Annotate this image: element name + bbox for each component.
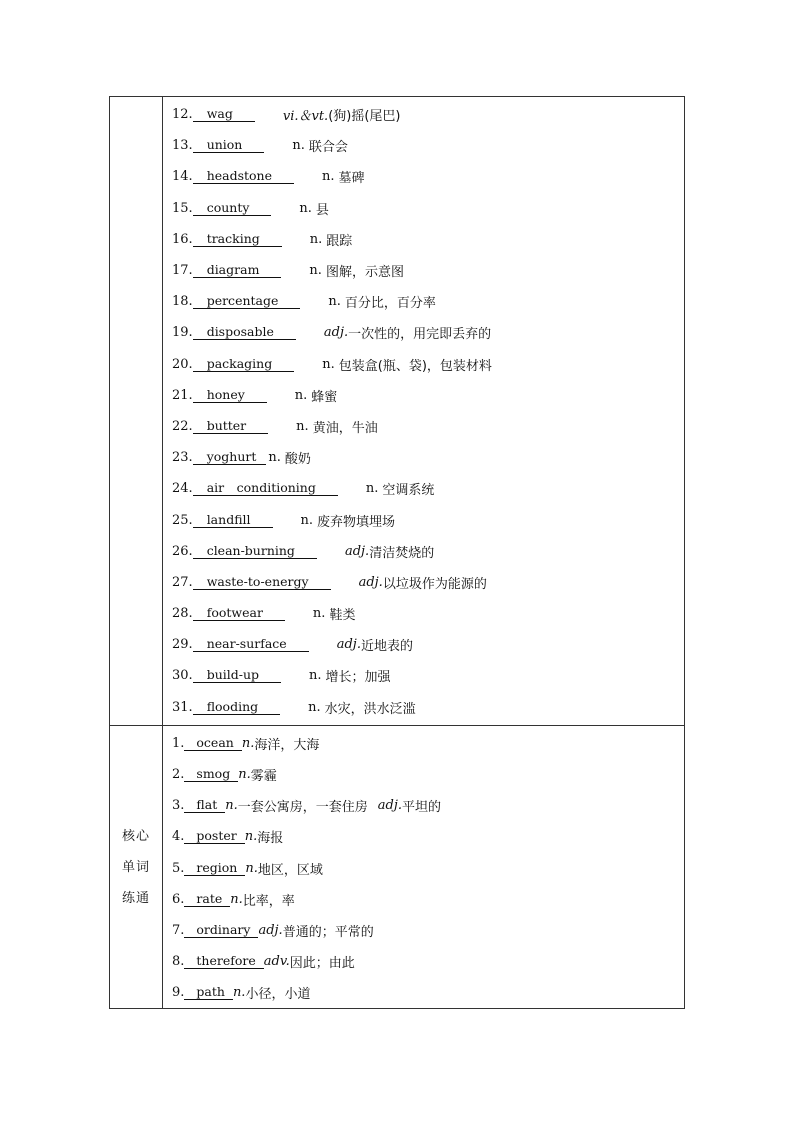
entry-meaning: 百分比，百分率 bbox=[344, 296, 436, 312]
entry-part-of-speech: n. bbox=[309, 263, 322, 279]
vocab-entry bbox=[172, 946, 684, 977]
entry-number: 7. bbox=[172, 922, 185, 938]
entry-answer-word: region bbox=[184, 861, 245, 876]
entry-answer-word: honey bbox=[193, 388, 267, 403]
entry-part-of-speech: n. bbox=[230, 891, 243, 907]
vocab-entry bbox=[172, 598, 684, 629]
table-row-section-2 bbox=[110, 725, 685, 1009]
side-label-text: 练通 bbox=[121, 890, 150, 906]
entry-answer-word: therefore bbox=[184, 954, 263, 969]
entry-meaning: 增长；加强 bbox=[325, 670, 391, 686]
vocab-entry bbox=[172, 790, 684, 821]
entry-answer-word: percentage bbox=[193, 294, 301, 309]
entry-number: 22. bbox=[172, 418, 193, 434]
section-1-entries-cell bbox=[163, 97, 685, 726]
entry-number: 1. bbox=[172, 735, 185, 751]
entry-part-of-speech: n. bbox=[309, 668, 322, 684]
section-1-entry-list bbox=[163, 97, 684, 725]
entry-meaning: 蜂蜜 bbox=[311, 389, 338, 405]
entry-part-of-speech: adj. bbox=[344, 543, 370, 559]
entry-answer-word: air conditioning bbox=[193, 481, 338, 496]
entry-part-of-speech: n. bbox=[300, 512, 314, 528]
entry-number: 15. bbox=[172, 200, 193, 216]
vocab-entry bbox=[172, 161, 684, 192]
entry-answer-word: tracking bbox=[193, 232, 282, 247]
entry-answer-word: waste-to-energy bbox=[193, 575, 331, 590]
entry-number: 26. bbox=[172, 543, 193, 559]
entry-part-of-speech: n. bbox=[268, 450, 281, 466]
entry-answer-word: flat bbox=[184, 798, 225, 813]
entry-number: 8. bbox=[172, 954, 185, 970]
vocab-entry bbox=[172, 884, 684, 915]
entry-meaning: 图解，示意图 bbox=[325, 265, 404, 281]
entry-part-of-speech: vi.＆vt. bbox=[282, 109, 329, 125]
entry-answer-word: path bbox=[184, 985, 233, 1000]
entry-part-of-speech: n. bbox=[225, 798, 238, 814]
vocab-entry bbox=[172, 853, 684, 884]
vocab-entry bbox=[172, 821, 684, 852]
entry-part-of-speech: n. bbox=[322, 169, 335, 185]
entry-part-of-speech: adv. bbox=[263, 954, 290, 970]
entry-meaning: 联合会 bbox=[308, 140, 348, 156]
entry-meaning: 跟踪 bbox=[326, 233, 353, 249]
section-1-side-cell bbox=[110, 97, 163, 726]
entry-part-of-speech: adj. bbox=[258, 922, 283, 938]
section-2-label bbox=[110, 821, 162, 914]
entry-part-of-speech: n. bbox=[232, 985, 246, 1001]
entry-meaning: 酸奶 bbox=[284, 452, 311, 468]
entry-meaning: 比率，率 bbox=[242, 893, 295, 909]
entry-part-of-speech: n. bbox=[238, 767, 251, 783]
vocab-entry bbox=[172, 317, 684, 348]
entry-part-of-speech: n. bbox=[322, 356, 335, 372]
entry-part-of-speech: n. bbox=[312, 606, 326, 622]
entry-meaning: 县 bbox=[315, 202, 329, 218]
entry-number: 16. bbox=[172, 231, 193, 247]
vocab-entry bbox=[172, 99, 684, 130]
vocab-entry bbox=[172, 473, 684, 504]
entry-answer-word: build-up bbox=[193, 668, 281, 683]
entry-meaning: 小径，小道 bbox=[245, 987, 311, 1003]
entry-meaning: 地区，区域 bbox=[257, 862, 323, 878]
entry-answer-word: ocean bbox=[184, 736, 241, 751]
entry-meaning: 空调系统 bbox=[382, 483, 435, 499]
entry-number: 6. bbox=[172, 891, 185, 907]
entry-meaning: 普通的；平常的 bbox=[282, 924, 374, 940]
entry-part-of-speech: n. bbox=[328, 294, 341, 310]
vocab-entry bbox=[172, 692, 684, 723]
entry-answer-word: butter bbox=[193, 419, 268, 434]
side-label-text: 核心 bbox=[121, 828, 150, 844]
entry-part-of-speech: n. bbox=[245, 860, 258, 876]
entry-meaning: 以垃圾作为能源的 bbox=[382, 576, 487, 592]
entry-part-of-speech: n. bbox=[296, 418, 309, 434]
vocab-entry bbox=[172, 411, 684, 442]
entry-number: 5. bbox=[172, 860, 185, 876]
vocab-entry bbox=[172, 915, 684, 946]
entry-meaning: 黄油，牛油 bbox=[312, 420, 378, 436]
entry-number: 9. bbox=[172, 985, 185, 1001]
side-label-text: 单词 bbox=[121, 859, 150, 875]
entry-answer-word: flooding bbox=[193, 700, 280, 715]
entry-meaning: 废弃物填埋场 bbox=[317, 514, 396, 530]
entry-answer-word: wag bbox=[193, 107, 255, 122]
entry-number: 12. bbox=[172, 107, 193, 123]
entry-number: 19. bbox=[172, 325, 193, 341]
entry-meaning: (狗)摇(尾巴) bbox=[328, 109, 401, 125]
entry-part-of-speech: n. bbox=[294, 387, 308, 403]
entry-answer-word: footwear bbox=[193, 606, 285, 621]
entry-meaning: 水灾，洪水泛滥 bbox=[324, 701, 416, 717]
entry-answer-word: clean-burning bbox=[193, 544, 317, 559]
entry-meaning: 一次性的，用完即丢弃的 bbox=[348, 327, 492, 343]
entry-number: 24. bbox=[172, 481, 193, 497]
entry-meaning: 清洁焚烧的 bbox=[369, 545, 435, 561]
vocab-entry bbox=[172, 349, 684, 380]
vocab-entry bbox=[172, 255, 684, 286]
entry-number: 21. bbox=[172, 387, 193, 403]
entry-answer-word: diagram bbox=[193, 263, 282, 278]
entry-number: 2. bbox=[172, 767, 185, 783]
vocab-entry bbox=[172, 380, 684, 411]
entry-meaning: 一套公寓房，一套住房 bbox=[237, 800, 368, 816]
entry-number: 25. bbox=[172, 512, 193, 528]
entry-meaning: 因此；由此 bbox=[289, 956, 355, 972]
vocab-entry bbox=[172, 759, 684, 790]
entry-meaning: 鞋类 bbox=[329, 608, 356, 624]
entry-answer-word: smog bbox=[184, 767, 238, 782]
entry-answer-word: union bbox=[193, 138, 265, 153]
entry-answer-word: landfill bbox=[193, 513, 273, 528]
entry-answer-word: rate bbox=[184, 892, 230, 907]
entry-number: 3. bbox=[172, 798, 185, 814]
entry-answer-word: packaging bbox=[193, 357, 295, 372]
vocab-entry bbox=[172, 130, 684, 161]
entry-part-of-speech: n. bbox=[241, 735, 255, 751]
entry-answer-word: county bbox=[193, 201, 272, 216]
entry-part-of-speech: n. bbox=[365, 481, 379, 497]
entry-answer-word: headstone bbox=[193, 169, 294, 184]
entry-part-of-speech: n. bbox=[309, 231, 323, 247]
entry-meaning: 雾霾 bbox=[250, 769, 277, 785]
entry-number: 30. bbox=[172, 668, 193, 684]
vocab-entry bbox=[172, 224, 684, 255]
entry-part-of-speech: n. bbox=[299, 200, 312, 216]
entry-number: 23. bbox=[172, 450, 193, 466]
section-2-side-cell bbox=[110, 725, 163, 1009]
entry-answer-word: disposable bbox=[193, 325, 296, 340]
entry-number: 13. bbox=[172, 138, 193, 154]
vocab-entry bbox=[172, 567, 684, 598]
vocab-entry bbox=[172, 504, 684, 535]
entry-meaning: 近地表的 bbox=[360, 639, 413, 655]
entry-number: 17. bbox=[172, 263, 193, 279]
entry-number: 27. bbox=[172, 574, 193, 590]
entry-meaning: 海洋，大海 bbox=[254, 737, 320, 753]
entry-number: 4. bbox=[172, 829, 185, 845]
entry-part-of-speech-secondary: adj. bbox=[377, 798, 403, 814]
entry-answer-word: poster bbox=[184, 829, 244, 844]
vocab-entry bbox=[172, 286, 684, 317]
vocab-entry bbox=[172, 193, 684, 224]
entry-part-of-speech: n. bbox=[244, 829, 258, 845]
entry-meaning: 海报 bbox=[257, 831, 284, 847]
entry-number: 28. bbox=[172, 606, 193, 622]
entry-meaning: 包装盒(瓶、袋)，包装材料 bbox=[338, 358, 492, 374]
vocab-entry bbox=[172, 536, 684, 567]
vocab-entry bbox=[172, 977, 684, 1008]
entry-part-of-speech: adj. bbox=[323, 325, 349, 341]
vocab-entry bbox=[172, 629, 684, 660]
vocabulary-table bbox=[109, 96, 685, 1009]
entry-answer-word: near-surface bbox=[193, 637, 309, 652]
entry-number: 31. bbox=[172, 699, 193, 715]
entry-answer-word: ordinary bbox=[184, 923, 258, 938]
section-2-entry-list bbox=[163, 726, 684, 1009]
entry-part-of-speech: adj. bbox=[336, 637, 361, 653]
table-row-section-1 bbox=[110, 97, 685, 726]
entry-meaning-secondary: 平坦的 bbox=[402, 800, 442, 816]
entry-number: 29. bbox=[172, 637, 193, 653]
entry-part-of-speech: n. bbox=[292, 138, 305, 154]
vocab-entry bbox=[172, 660, 684, 691]
entry-number: 14. bbox=[172, 169, 193, 185]
section-2-entries-cell bbox=[163, 725, 685, 1009]
entry-number: 18. bbox=[172, 294, 193, 310]
entry-part-of-speech: n. bbox=[308, 699, 321, 715]
entry-part-of-speech: adj. bbox=[358, 574, 383, 590]
vocab-entry bbox=[172, 728, 684, 759]
vocab-entry bbox=[172, 442, 684, 473]
entry-answer-word: yoghurt bbox=[193, 450, 267, 465]
entry-number: 20. bbox=[172, 356, 193, 372]
entry-meaning: 墓碑 bbox=[338, 171, 365, 187]
